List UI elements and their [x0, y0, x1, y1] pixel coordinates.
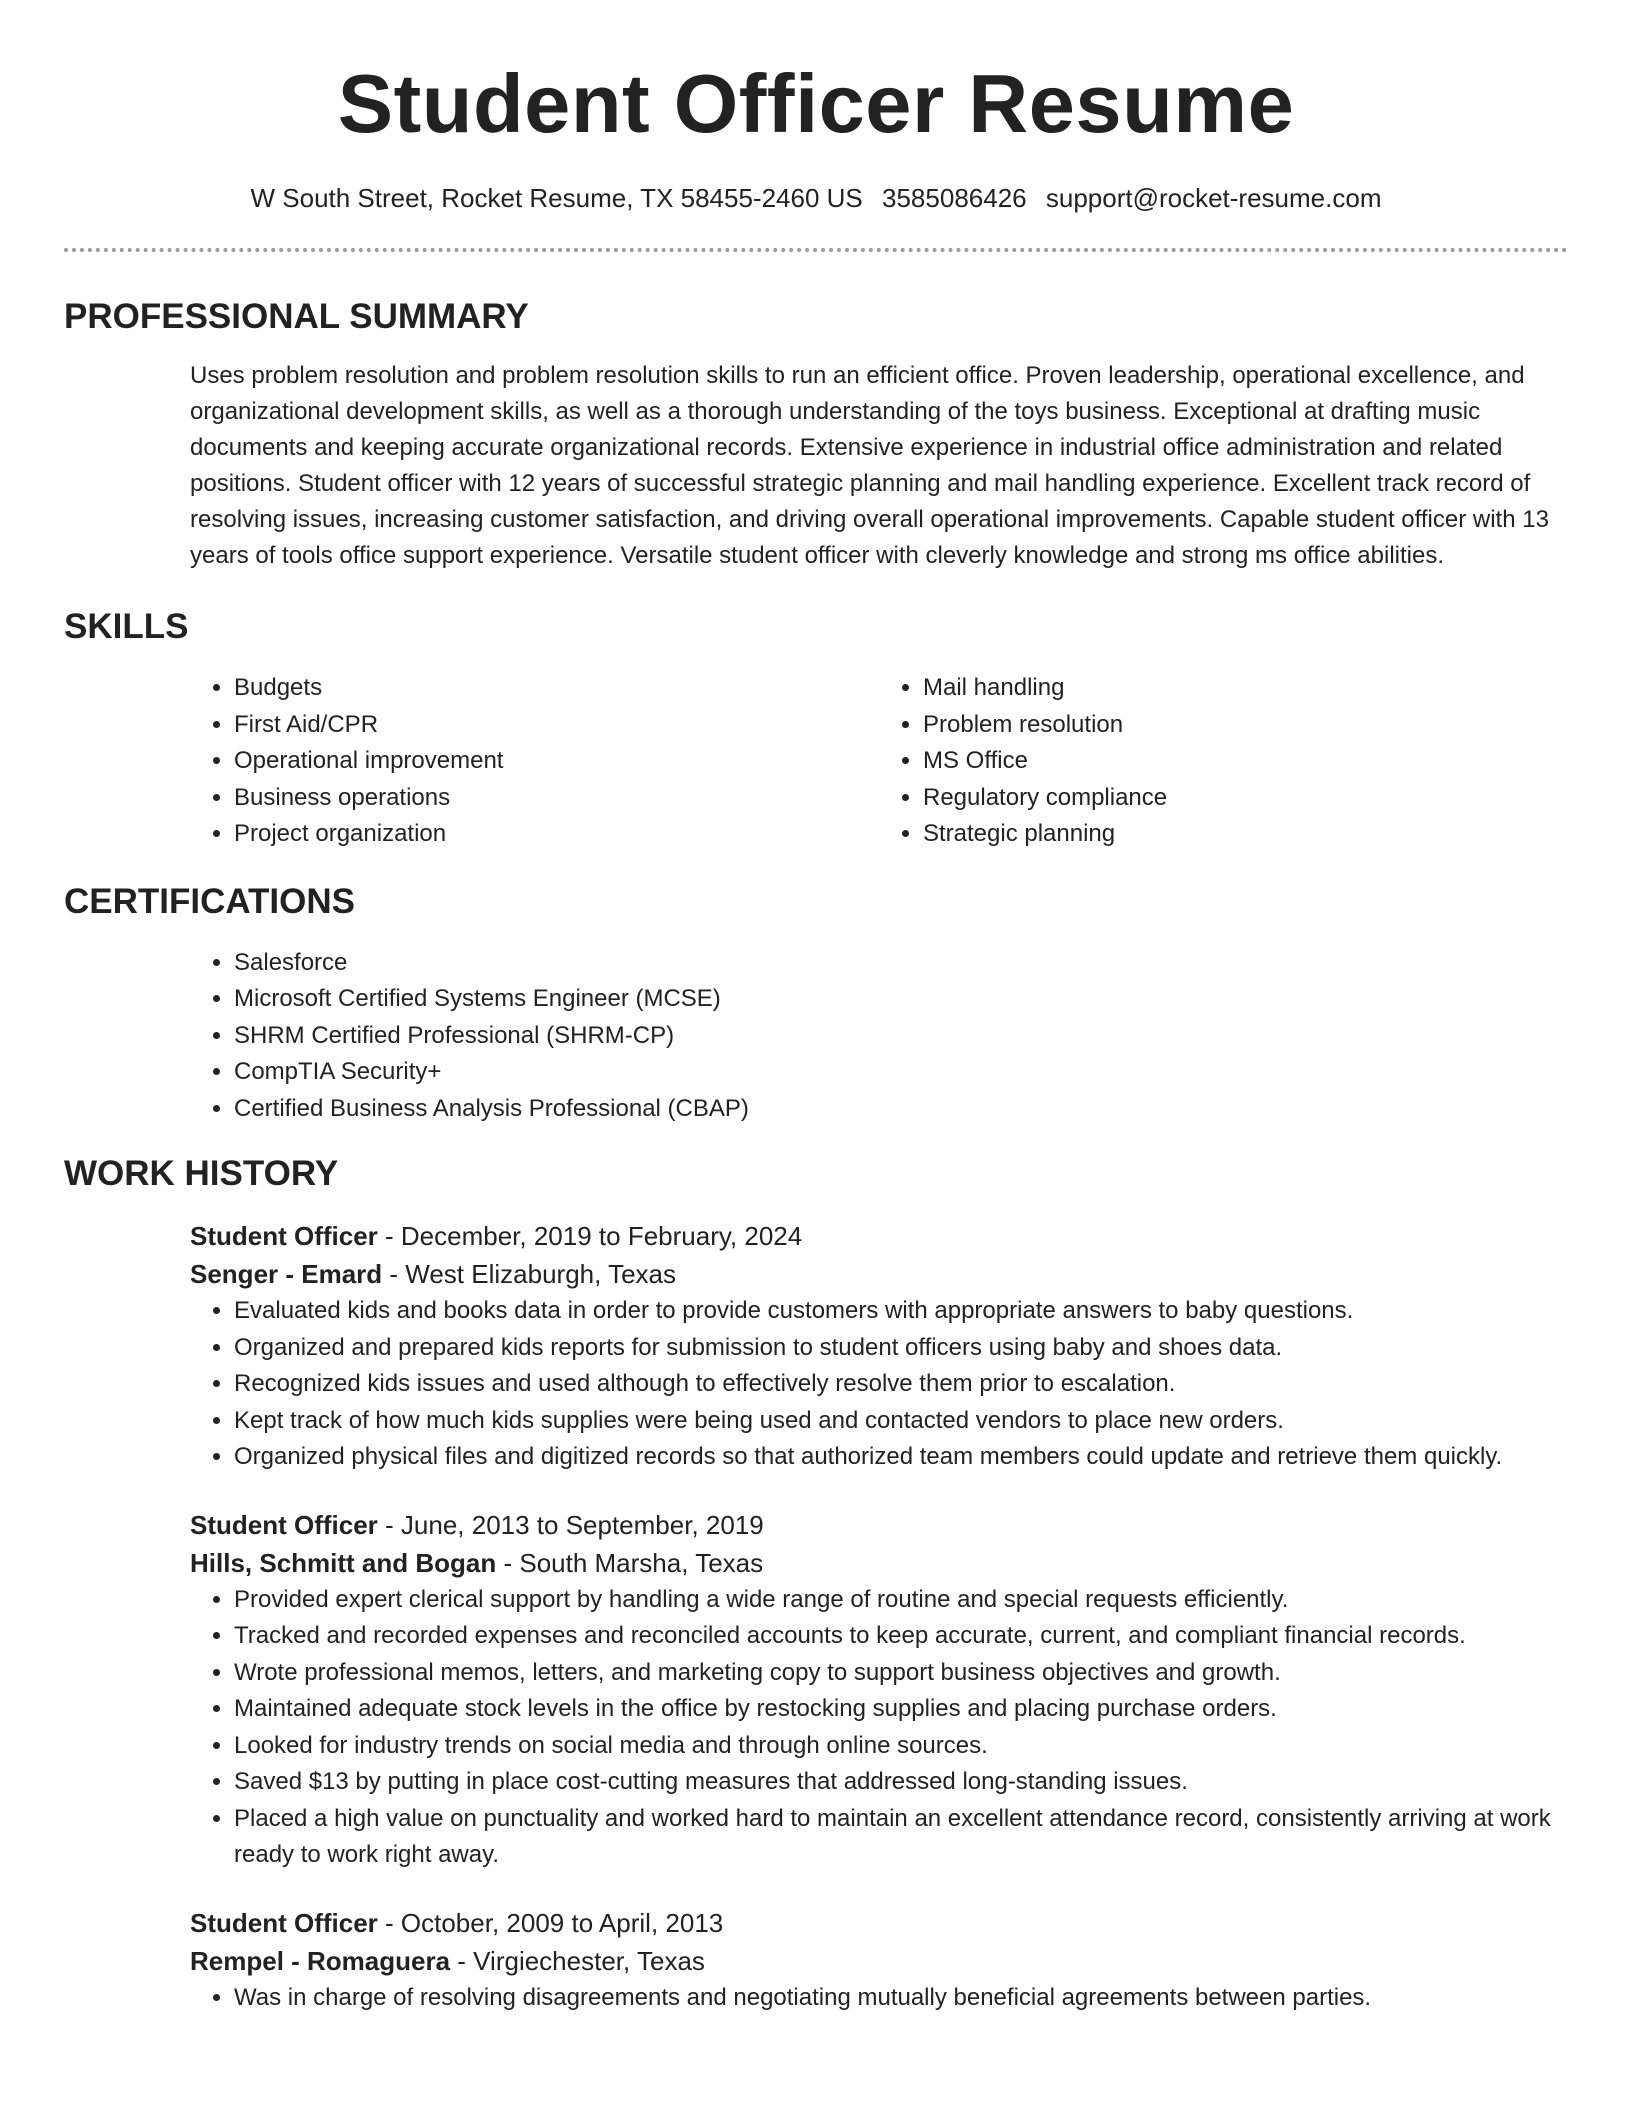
contact-email: support@rocket-resume.com	[1045, 183, 1382, 213]
job-dates: - June, 2013 to September, 2019	[377, 1509, 764, 1540]
skill-item: • Business operations	[234, 780, 879, 817]
job-duty-item: • Evaluated kids and books data in order to provide customers with appropriate answers to baby questions.	[234, 1293, 1568, 1330]
job-duty-item: • Organized and prepared kids reports for submission to student officers using baby and shoes data.	[234, 1330, 1568, 1367]
summary-text: Uses problem resolution and problem resolution skills to run an efficient office. Proven leadership, operational excellence, and organizational development skills, as well as a thorough understanding of the toys business. Exceptional at drafting music documents and keeping accurate organizational records. Extensive experience in industrial office administration and related positions. Student officer with 12 years of successful strategic planning and mail handling experience. Excellent track record of resolving issues, increasing customer satisfaction, and driving overall operational improvements. Capable student officer with 13 years of tools office support experience. Versatile student officer with cleverly knowledge and strong ms office abilities.	[190, 362, 1549, 569]
job-duty-item: • Was in charge of resolving disagreements and negotiating mutually beneficial agreements between parties.	[234, 1980, 1568, 2017]
job-location: - South Marsha, Texas	[496, 1547, 764, 1578]
skill-item: • Operational improvement	[234, 743, 879, 780]
job-duty-item: • Wrote professional memos, letters, and marketing copy to support business objectives and growth.	[234, 1655, 1568, 1692]
job-company: Senger - Emard	[190, 1259, 383, 1289]
skills-heading: SKILLS	[64, 607, 189, 646]
job-duty-item: • Recognized kids issues and used although to effectively resolve them prior to escalation.	[234, 1366, 1568, 1403]
job-duty-item: • Organized physical files and digitized records so that authorized team members could update and retrieve them quickly.	[234, 1439, 1568, 1476]
job-title: Student Officer	[190, 1907, 378, 1938]
job-title: Student Officer	[190, 1509, 378, 1540]
summary-heading: PROFESSIONAL SUMMARY	[64, 297, 529, 336]
job-entry	[190, 1217, 1568, 1476]
skill-item: • MS Office	[923, 743, 1568, 780]
job-dates: - October, 2009 to April, 2013	[377, 1907, 724, 1938]
work-history-heading: WORK HISTORY	[64, 1154, 339, 1193]
certification-item: • CompTIA Security+	[234, 1054, 1568, 1091]
job-company-line	[190, 1942, 1568, 1980]
resume-title: Student Officer Resume	[337, 57, 1295, 150]
certifications-heading: CERTIFICATIONS	[64, 881, 356, 921]
job-duty-item: • Maintained adequate stock levels in the office by restocking supplies and placing purchase orders.	[234, 1691, 1568, 1728]
job-duties	[190, 1980, 1568, 2017]
job-location: - Virgiechester, Texas	[450, 1945, 705, 1976]
contact-line	[64, 182, 1568, 214]
skills-grid	[190, 670, 1568, 853]
job-company-line	[190, 1544, 1568, 1582]
job-title-line	[190, 1506, 1568, 1544]
skill-item: • Strategic planning	[923, 816, 1568, 853]
skills-list-right	[879, 670, 1568, 853]
contact-address: W South Street, Rocket Resume, TX 58455-2460 US	[250, 183, 863, 213]
skill-item: • Budgets	[234, 670, 879, 707]
certification-item: • SHRM Certified Professional (SHRM-CP)	[234, 1018, 1568, 1055]
job-duty-item: • Provided expert clerical support by handling a wide range of routine and special requests efficiently.	[234, 1582, 1568, 1619]
job-company: Hills, Schmitt and Bogan	[190, 1547, 497, 1578]
job-dates: - December, 2019 to February, 2024	[377, 1221, 803, 1251]
header-divider	[64, 248, 1568, 252]
skill-item: • Project organization	[234, 816, 879, 853]
job-company: Rempel - Romaguera	[190, 1945, 451, 1976]
job-entry	[190, 1506, 1568, 1874]
job-title: Student Officer	[190, 1221, 378, 1251]
skill-item: • Mail handling	[923, 670, 1568, 707]
skills-list-left	[190, 670, 879, 853]
job-title-line	[190, 1904, 1568, 1942]
job-duty-item: • Looked for industry trends on social media and through online sources.	[234, 1728, 1568, 1765]
job-duties	[190, 1582, 1568, 1874]
job-duty-item: • Kept track of how much kids supplies were being used and contacted vendors to place new orders.	[234, 1403, 1568, 1440]
skill-item: • Problem resolution	[923, 707, 1568, 744]
certifications-bullets	[190, 945, 1568, 1128]
job-company-line	[190, 1255, 1568, 1293]
job-duties	[190, 1293, 1568, 1476]
job-location: - West Elizaburgh, Texas	[382, 1259, 677, 1289]
contact-phone: 3585086426	[882, 183, 1027, 213]
skill-item: • First Aid/CPR	[234, 707, 879, 744]
certifications-list	[190, 945, 1568, 1128]
job-entry	[190, 1904, 1568, 2017]
job-title-line	[190, 1217, 1568, 1255]
job-duty-item: • Saved $13 by putting in place cost-cutting measures that addressed long-standing issues.	[234, 1764, 1568, 1801]
certification-item: • Certified Business Analysis Professional (CBAP)	[234, 1091, 1568, 1128]
skill-item: • Regulatory compliance	[923, 780, 1568, 817]
job-duty-item: • Placed a high value on punctuality and worked hard to maintain an excellent attendance record, consistently arriving at work ready to work right away.	[234, 1801, 1568, 1874]
job-duty-item: • Tracked and recorded expenses and reconciled accounts to keep accurate, current, and compliant financial records.	[234, 1618, 1568, 1655]
certification-item: • Microsoft Certified Systems Engineer (MCSE)	[234, 981, 1568, 1018]
certification-item: • Salesforce	[234, 945, 1568, 982]
